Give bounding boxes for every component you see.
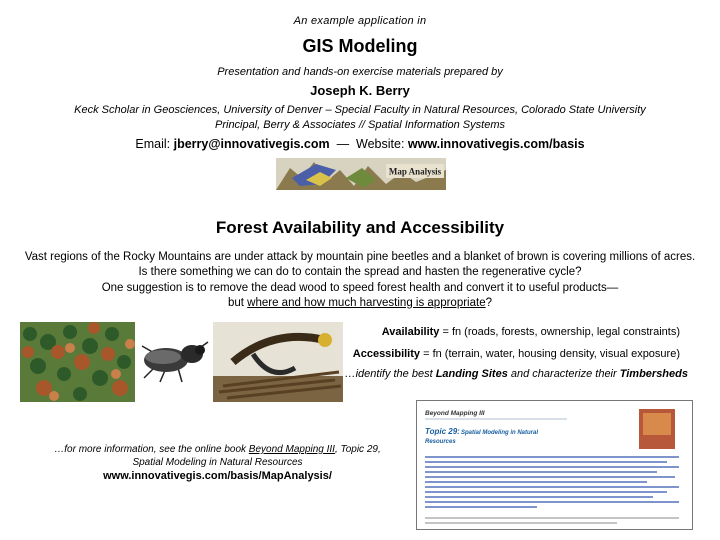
- pine-beetle-image: [136, 330, 211, 385]
- presented-by: Presentation and hands-on exercise materials prepared by: [217, 66, 503, 78]
- identify-middle: and characterize their: [507, 368, 620, 380]
- more-info-text: [45, 443, 390, 469]
- thumb-topic-title-2: Resources: [425, 439, 456, 445]
- availability-equation: [382, 326, 680, 338]
- intro-text: An example application in: [293, 15, 427, 27]
- paragraph-2-line1: One suggestion is to remove the dead wood to speed forest health and convert it to useful products—: [101, 282, 619, 294]
- logo-text: Map Analysis: [388, 166, 442, 177]
- email-link[interactable]: jberry@innovativegis.com: [173, 137, 330, 151]
- accessibility-def: = fn (terrain, water, housing density, visual exposure): [420, 348, 680, 360]
- identify-statement: [345, 368, 688, 380]
- email-label: Email:: [135, 137, 171, 151]
- topic-page-thumbnail: [416, 400, 693, 530]
- website-link[interactable]: www.innovativegis.com/basis: [407, 137, 585, 151]
- log-grapple-image: [213, 322, 343, 402]
- paragraph-2-end: ?: [485, 296, 493, 309]
- forest-aerial-image: [20, 322, 135, 402]
- identify-prefix: …identify the best: [344, 368, 436, 380]
- separator: —: [336, 137, 350, 151]
- thumb-book: Beyond Mapping III: [425, 410, 485, 417]
- section-heading: Forest Availability and Accessibility: [215, 218, 505, 237]
- affiliation-line-1: Keck Scholar in Geosciences, University of Denver – Special Faculty in Natural Resources, Colorado State University: [74, 104, 646, 116]
- author-name: Joseph K. Berry: [310, 83, 410, 98]
- page-title: GIS Modeling: [302, 36, 418, 56]
- accessibility-equation: [353, 348, 680, 360]
- landing-sites: Landing Sites: [435, 368, 508, 380]
- thumb-topic: Topic 29:: [425, 427, 460, 436]
- paragraph-2-underlined: where and how much harvesting is appropriate: [247, 296, 486, 309]
- map-analysis-logo: [276, 158, 446, 190]
- more-prefix: …for more information, see the online book: [54, 444, 249, 455]
- paragraph-1: Vast regions of the Rocky Mountains are under attack by mountain pine beetles and a blanket of brown is covering millions of acres. Is there something we can do to contain the spread and hasten the regenerative cycle?: [24, 251, 696, 278]
- more-suffix: , Topic 29,: [334, 444, 381, 455]
- thumb-topic-title: Spatial Modeling in Natural: [461, 430, 539, 436]
- availability-term: Availability: [381, 326, 440, 338]
- timbersheds: Timbersheds: [619, 368, 688, 380]
- accessibility-term: Accessibility: [352, 348, 421, 360]
- paragraph-2-but: but: [227, 296, 248, 309]
- website-label: Website:: [356, 137, 405, 151]
- more-line-2: Spatial Modeling in Natural Resources: [132, 457, 303, 468]
- book-title-link[interactable]: Beyond Mapping III: [248, 444, 335, 455]
- affiliation-line-2: Principal, Berry & Associates // Spatial Information Systems: [215, 119, 505, 131]
- map-analysis-url[interactable]: www.innovativegis.com/basis/MapAnalysis/: [103, 470, 332, 482]
- contact-line: [0, 137, 720, 151]
- paragraph-2: [20, 281, 700, 310]
- availability-def: = fn (roads, forests, ownership, legal constraints): [439, 326, 680, 338]
